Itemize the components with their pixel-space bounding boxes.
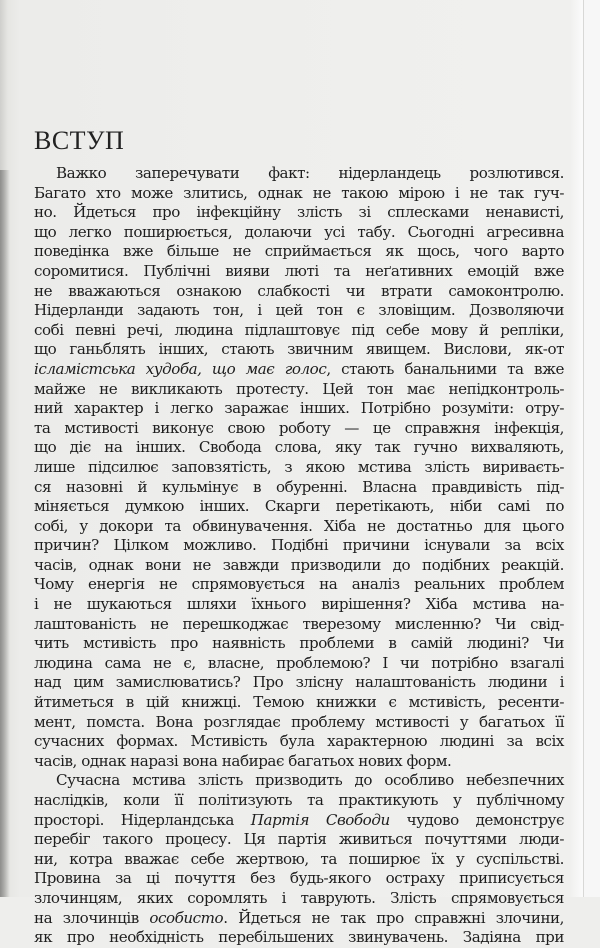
text-line: Провина за ці почуття без будь-якого остраху приписується: [34, 869, 564, 888]
text-line: перебіг такого процесу. Ця партія живиться почуттями люди-: [34, 830, 564, 849]
text-line: соромитися. Публічні вияви люті та неґативних емоцій вже: [34, 261, 564, 280]
text-line: ся назовні й кульмінує в обуренні. Власна правдивість під-: [34, 477, 564, 496]
text-line: но. Йдеться про інфекційну злість зі сплесками ненависті,: [34, 203, 564, 222]
body-text: [34, 164, 564, 948]
text-fragment: просторі. Нідерландська: [34, 810, 251, 829]
italic-quote: ісламістська худоба, що має голос: [34, 359, 327, 378]
text-line: Нідерланди задають тон, і цей тон є зловіщим. Дозволяючи: [34, 301, 564, 320]
text-line: майже не викликають протесту. Цей тон має непідконтроль-: [34, 379, 564, 398]
italic-word: особисто: [149, 908, 224, 927]
text-line: часів, однак вони не завжди призводили до подібних реакцій.: [34, 555, 564, 574]
text-line: собі, у докори та обвинувачення. Хіба не достатньо для цього: [34, 516, 564, 535]
text-line: лаштованість не перешкоджає тверезому мисленню? Чи свід-: [34, 614, 564, 633]
text-line: лише підсилює заповзятість, з якою мстива злість вириваєть-: [34, 457, 564, 476]
text-fragment: чудово демонструє: [389, 810, 564, 829]
text-line: собі певні речі, людина підлаштовує під себе мову й репліки,: [34, 320, 564, 339]
paragraph-1: [34, 164, 564, 771]
text-line: наслідків, коли її політизують та практикують у публічному: [34, 791, 564, 809]
chapter-heading: ВСТУП: [34, 126, 125, 155]
text-fragment: . Йдеться не так про справжні злочини,: [223, 908, 565, 927]
text-fragment: на злочинців: [34, 908, 150, 927]
text-line: і не шукаються шляхи їхнього вирішення? Хіба мстива на-: [34, 595, 564, 614]
page-right-edge: [583, 0, 600, 897]
text-line: що легко поширюється, долаючи усі табу. Сьогодні агресивна: [34, 222, 564, 241]
text-line: йтиметься в цій книжці. Темою книжки є мстивість, ресенти-: [34, 693, 564, 712]
text-line: та мстивості виконує свою роботу — це справжня інфекція,: [34, 418, 564, 437]
text-line: злочинцям, яких соромлять і таврують. Злість спрямовується: [34, 888, 564, 907]
paragraph-2: [34, 771, 564, 947]
text-line: причин? Цілком можливо. Подібні причини існували за всіх: [34, 536, 564, 555]
text-fragment: , стають банальними та вже: [326, 359, 564, 378]
text-line: Багато хто може злитись, однак не такою мірою і не так гуч-: [34, 183, 564, 202]
text-line: Чому енергія не спрямовується на аналіз реальних проблем: [34, 575, 564, 594]
text-line-italic-quote: [34, 360, 564, 380]
italic-party-name: Партія Свободи: [250, 810, 390, 829]
text-line: як про необхідність перебільшених звинувачень. Задіяна при: [34, 928, 564, 947]
text-line: людина сама не є, власне, проблемою? І чи потрібно взагалі: [34, 653, 564, 672]
text-line: над цим замислюватись? Про злісну налаштованість людини і: [34, 673, 564, 692]
text-line: що діє на інших. Свобода слова, яку так гучно вихваляють,: [34, 438, 564, 457]
text-line: мент, помста. Вона розглядає проблему мстивості у багатьох її: [34, 712, 564, 731]
text-line: ний характер і легко заражає інших. Потрібно розуміти: отру-: [34, 399, 564, 418]
text-line: Сучасна мстива злість призводить до особливо небезпечних: [56, 771, 564, 790]
text-line: не вважаються ознакою слабкості чи втрати самоконтролю.: [34, 281, 564, 300]
text-line: ни, котра вважає себе жертвою, та поширює їх у суспільстві.: [34, 849, 564, 868]
text-line: поведінка вже більше не сприймається як щось, чого варто: [34, 242, 564, 261]
text-line: часів, однак наразі вона набирає багатьох нових форм.: [34, 751, 452, 770]
page-binding-shadow: [0, 170, 10, 897]
text-line-italic-personal: [34, 909, 564, 929]
text-line: сучасних формах. Мстивість була характерною людині за всіх: [34, 732, 564, 751]
text-line: чить мстивість про наявність проблеми в самій людині? Чи: [34, 634, 564, 653]
text-line: міняється думкою інших. Скарги перетікають, ніби самі по: [34, 497, 564, 516]
text-line: що ганьблять інших, стають звичним явищем. Вислови, як-от: [34, 340, 564, 359]
text-line-italic-party: [34, 811, 564, 831]
text-line: Важко заперечувати факт: нідерландець розлютився.: [56, 164, 564, 182]
